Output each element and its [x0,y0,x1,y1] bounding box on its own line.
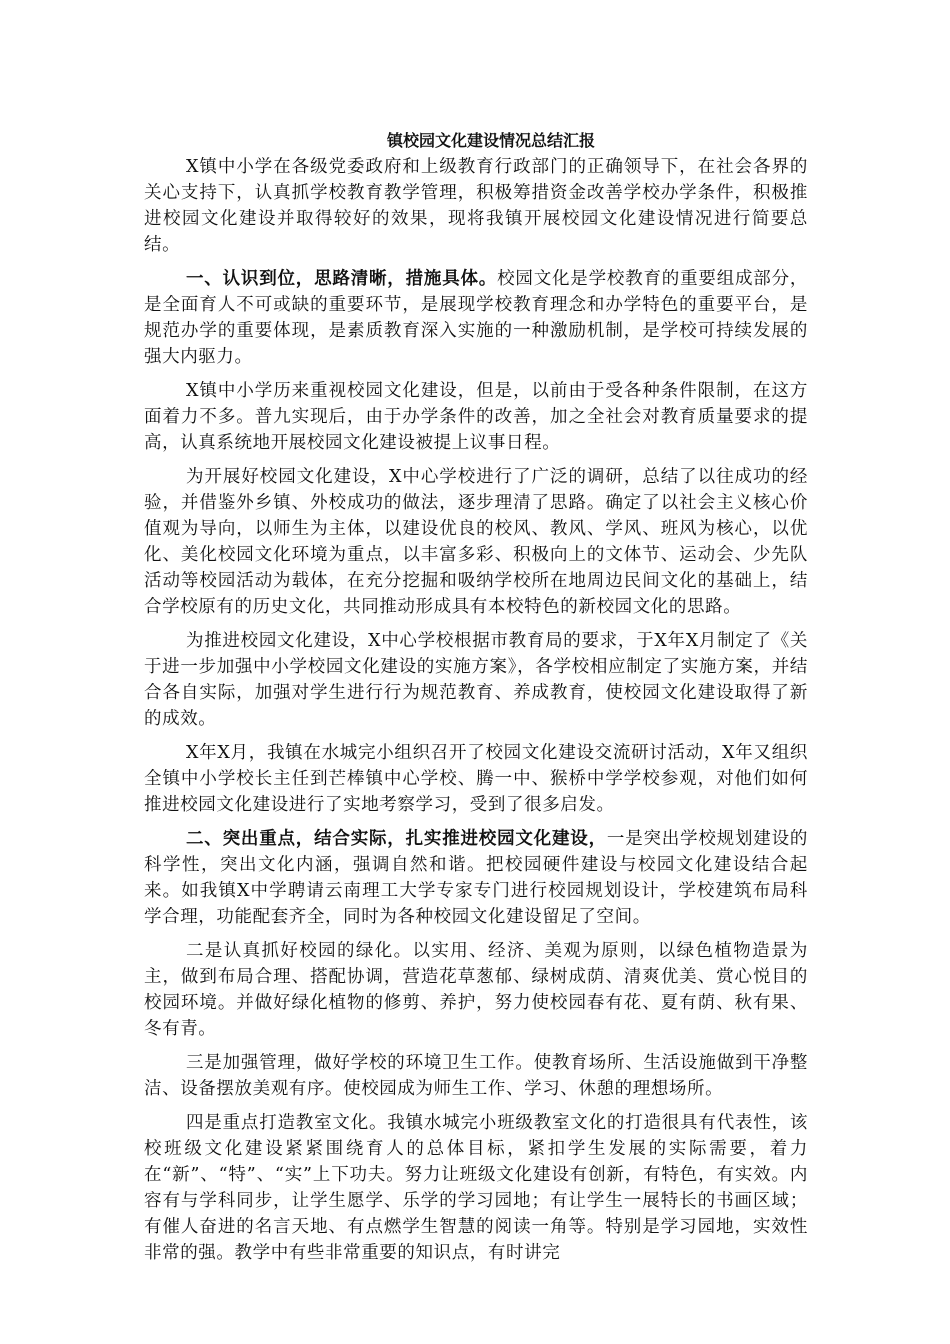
paragraph-5: 为推进校园文化建设，X中心学校根据市教育局的要求，于X年X月制定了《关于进一步加强中小学校园文化建设的实施方案》，各学校相应制定了实施方案，并结合各自实际，加强对学生进行行为规范教育、养成教育，使校园文化建设取得了新的成效。 [144,631,808,729]
section-1-body: 校园文化是学校教育的重要组成部分，是全面育人不可或缺的重要环节，是展现学校教育理念和办学特色的重要平台，是规范办学的重要体现，是素质教育深入实施的一种激励机制，是学校可持续发展的强大内驱力。 [144,269,809,367]
document-page [144,128,808,1274]
section-2-body: 一是突出学校规划建设的科学性，突出文化内涵，强调自然和谐。把校园硬件建设与校园文化建设结合起来。如我镇X中学聘请云南理工大学专家专门进行校园规划设计，学校建筑布局科学合理，功能配套齐全，同时为各种校园文化建设留足了空间。 [144,829,808,927]
paragraph-9: 三是加强管理，做好学校的环境卫生工作。使教育场所、生活设施做到干净整洁、设备摆放美观有序。使校园成为师生工作、学习、休憩的理想场所。 [144,1053,808,1099]
paragraph-section-2 [144,826,808,930]
document-title: 镇校园文化建设情况总结汇报 [386,131,595,150]
paragraph-section-1 [144,266,808,370]
section-1-heading: 一、认识到位，思路清晰，措施具体。 [186,269,498,289]
paragraph-3: X镇中小学历来重视校园文化建设，但是，以前由于受各种条件限制，在这方面着力不多。普九实现后，由于办学条件的改善，加之全社会对教育质量要求的提高，认真系统地开展校园文化建设被提上议事日程。 [144,381,808,453]
paragraph-8: 二是认真抓好校园的绿化。以实用、经济、美观为原则，以绿色植物造景为主，做到布局合理、搭配协调，营造花草葱郁、绿树成荫、清爽优美、赏心悦目的校园环境。并做好绿化植物的修剪、养护，努力使校园春有花、夏有荫、秋有果、冬有青。 [144,941,808,1039]
section-2-heading: 二、突出重点，结合实际，扎实推进校园文化建设， [186,829,607,849]
paragraph-4: 为开展好校园文化建设，X中心学校进行了广泛的调研，总结了以往成功的经验，并借鉴外乡镇、外校成功的做法，逐步理清了思路。确定了以社会主义核心价值观为导向，以师生为主体，以建设优良的校风、教风、学风、班风为核心，以优化、美化校园文化环境为重点，以丰富多彩、积极向上的文体节、运动会、少先队活动等校园活动为载体，在充分挖掘和吸纳学校所在地周边民间文化的基础上，结合学校原有的历史文化，共同推动形成具有本校特色的新校园文化的思路。 [144,467,808,617]
paragraph-intro: X镇中小学在各级党委政府和上级教育行政部门的正确领导下，在社会各界的关心支持下，认真抓学校教育教学管理，积极筹措资金改善学校办学条件，积极推进校园文化建设并取得较好的效果，现将我镇开展校园文化建设情况进行简要总结。 [144,157,808,255]
paragraph-10: 四是重点打造教室文化。我镇水城完小班级教室文化的打造很具有代表性，该校班级文化建设紧紧围绕育人的总体目标，紧扣学生发展的实际需要，着力在“新”、“特”、“实”上下功夫。努力让班级文化建设有创新，有特色，有实效。内容有与学科同步，让学生愿学、乐学的学习园地；有让学生一展特长的书画区域；有催人奋进的名言天地、有点燃学生智慧的阅读一角等。特别是学习园地，实效性非常的强。教学中有些非常重要的知识点，有时讲完 [144,1113,808,1263]
paragraph-6: X年X月，我镇在水城完小组织召开了校园文化建设交流研讨活动，X年又组织全镇中小学校长主任到芒棒镇中心学校、腾一中、猴桥中学学校参观，对他们如何推进校园文化建设进行了实地考察学习，受到了很多启发。 [144,743,808,815]
